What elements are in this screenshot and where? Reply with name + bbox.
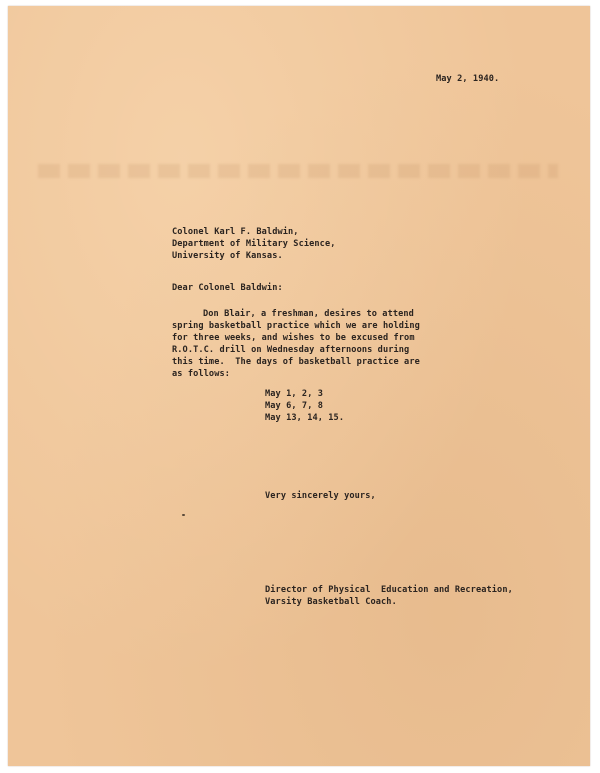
recipient-name: Colonel Karl F. Baldwin, <box>172 227 299 237</box>
recipient-university: University of Kansas. <box>172 251 283 261</box>
practice-dates-line: May 1, 2, 3 <box>265 389 324 399</box>
salutation: Dear Colonel Baldwin: <box>172 283 283 293</box>
body-line: as follows: <box>172 369 231 379</box>
signature-title: Varsity Basketball Coach. <box>265 597 397 607</box>
letter-date: May 2, 1940. <box>436 74 500 84</box>
closing: Very sincerely yours, <box>265 491 376 501</box>
practice-dates-line: May 13, 14, 15. <box>265 413 345 423</box>
recipient-department: Department of Military Science, <box>172 239 336 249</box>
show-through-text <box>38 164 558 178</box>
letter-page <box>8 6 590 766</box>
ink-speck <box>182 514 185 516</box>
signature-title: Director of Physical Education and Recreation, <box>265 585 513 595</box>
body-line: for three weeks, and wishes to be excused from <box>172 333 415 343</box>
body-line: this time. The days of basketball practice are <box>172 357 420 367</box>
body-line: spring basketball practice which we are holding <box>172 321 420 331</box>
body-line: Don Blair, a freshman, desires to attend <box>203 309 414 319</box>
body-line: R.O.T.C. drill on Wednesday afternoons during <box>172 345 410 355</box>
practice-dates-line: May 6, 7, 8 <box>265 401 324 411</box>
